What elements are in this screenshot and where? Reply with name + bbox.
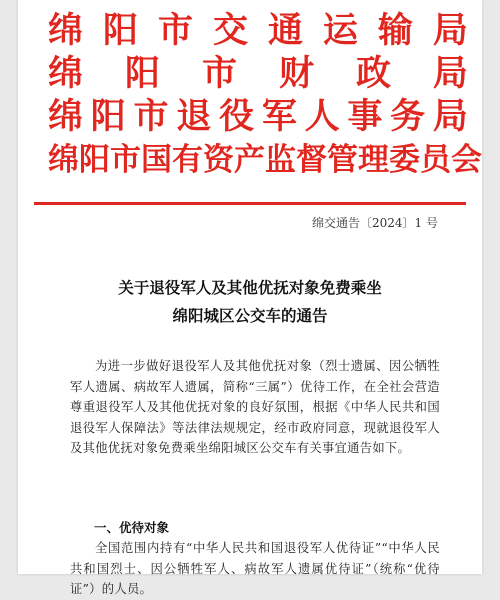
agency-veterans-affairs-bureau xyxy=(48,96,468,139)
agency-char: 产 xyxy=(234,142,265,178)
document-number: 绵交通告〔2024〕1 号 xyxy=(312,216,438,230)
agency-char: 管 xyxy=(327,142,358,178)
agency-char: 绵 xyxy=(48,54,84,94)
agency-char: 市 xyxy=(157,11,193,51)
agency-char: 资 xyxy=(203,142,234,178)
agency-char: 监 xyxy=(265,142,296,178)
red-divider-line xyxy=(34,202,466,205)
agency-char: 理 xyxy=(358,142,389,178)
intro-paragraph: 为进一步做好退役军人及其他优抚对象（烈士遗属、因公牺牲军人遗属、病故军人遗属，简称“三属”）优待工作，在全社会营造尊重退役军人及其他优抚对象的良好氛围，根据《中华人民共和国退役军人保障法》等法律法规规定，经市政府同意，现就退役军人及其他优抚对象免费乘坐绵阳城区公交车有关事宜通告如下。 xyxy=(70,359,440,455)
agency-char: 国 xyxy=(141,142,172,178)
agency-char: 退 xyxy=(176,97,212,137)
agency-char: 绵 xyxy=(48,97,84,137)
agency-char: 财 xyxy=(278,54,314,94)
agency-transport-bureau xyxy=(48,10,468,53)
notice-title-line-1: 关于退役军人及其他优抚对象免费乘坐 xyxy=(118,278,382,297)
agency-char: 局 xyxy=(432,97,468,137)
agency-char: 运 xyxy=(322,11,358,51)
agency-char: 局 xyxy=(432,54,468,94)
agency-char: 政 xyxy=(355,54,391,94)
agency-char: 绵 xyxy=(48,142,79,178)
agency-header xyxy=(48,10,482,182)
agency-char: 会 xyxy=(451,142,482,178)
notice-title-line-2: 绵阳城区公交车的通告 xyxy=(172,306,328,325)
agency-sasac xyxy=(48,139,482,182)
agency-char: 阳 xyxy=(102,11,138,51)
agency-char: 有 xyxy=(172,142,203,178)
agency-finance-bureau xyxy=(48,53,468,96)
agency-char: 役 xyxy=(219,97,255,137)
agency-char: 事 xyxy=(347,97,383,137)
agency-char: 务 xyxy=(390,97,426,137)
agency-char: 市 xyxy=(201,54,237,94)
beneficiaries-paragraph: 全国范围内持有“中华人民共和国退役军人优待证”“中华人民共和国烈士、因公牺牲军人、病故军人遗属优待证”（统称“优待证”）的人员。 xyxy=(70,541,440,596)
agency-char: 员 xyxy=(420,142,451,178)
document-page xyxy=(18,0,482,596)
agency-char: 绵 xyxy=(48,11,84,51)
agency-char: 市 xyxy=(133,97,169,137)
agency-char: 军 xyxy=(261,97,297,137)
section-heading-beneficiaries: 一、优待对象 xyxy=(94,520,170,535)
agency-char: 通 xyxy=(267,11,303,51)
agency-char: 市 xyxy=(110,142,141,178)
agency-char: 输 xyxy=(377,11,413,51)
agency-char: 阳 xyxy=(90,97,126,137)
agency-char: 人 xyxy=(304,97,340,137)
agency-char: 局 xyxy=(432,11,468,51)
agency-char: 交 xyxy=(212,11,248,51)
agency-char: 阳 xyxy=(124,54,160,94)
agency-char: 督 xyxy=(296,142,327,178)
agency-char: 委 xyxy=(389,142,420,178)
agency-char: 阳 xyxy=(79,142,110,178)
